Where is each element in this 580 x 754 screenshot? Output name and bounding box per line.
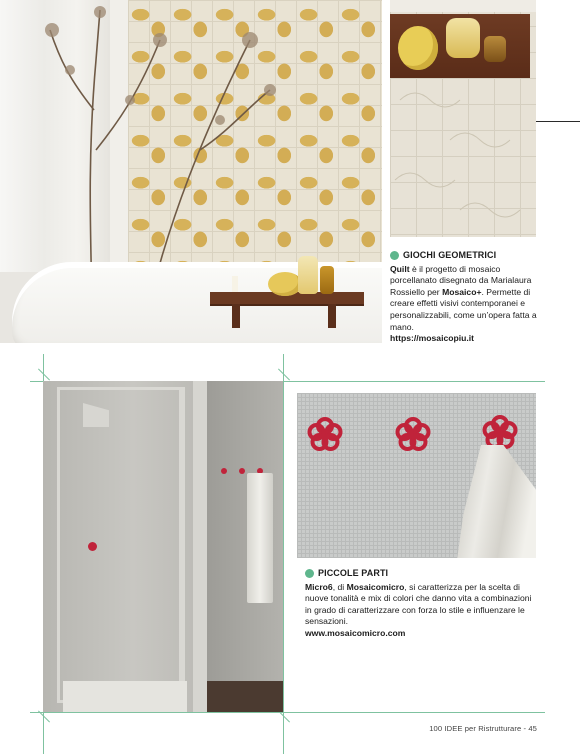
caption-title: GIOCHI GEOMETRICI xyxy=(403,250,497,260)
sponge xyxy=(398,26,438,70)
hanging-towel xyxy=(247,473,273,603)
glass-door-frame xyxy=(57,387,185,703)
photo-bathtub-quilt xyxy=(0,0,382,343)
crop-mark-horizontal xyxy=(30,712,545,713)
website-link[interactable]: https://mosaicopiu.it xyxy=(390,333,475,344)
caption-text: , di xyxy=(332,581,347,592)
brand-name: Mosaicomicro xyxy=(346,581,405,592)
red-hook xyxy=(239,468,245,474)
page-rule xyxy=(536,121,580,122)
crop-mark-vertical xyxy=(283,354,284,754)
caption-text: . Permette di creare effetti visivi contemporanei e personalizzabili, come un’opera fatta a mano. xyxy=(390,286,537,332)
bullet-dot-icon xyxy=(305,569,314,578)
crop-mark-diagonal xyxy=(38,368,50,380)
glass-bottle xyxy=(446,18,480,58)
caption-piccole-parti xyxy=(305,568,540,640)
dry-branches-illustration xyxy=(30,0,290,300)
shelf-leg xyxy=(232,304,240,328)
product-name: Micro6 xyxy=(305,581,333,592)
bullet-dot-icon xyxy=(390,251,399,260)
caption-heading xyxy=(305,568,540,580)
photo-tile-detail xyxy=(390,0,536,237)
product-name: Quilt xyxy=(390,263,410,274)
red-hook xyxy=(221,468,227,474)
photo-shower-micro6 xyxy=(43,381,283,712)
amber-jar xyxy=(484,36,506,62)
red-valve xyxy=(88,542,97,551)
wall-band xyxy=(390,0,536,12)
caption-body xyxy=(390,264,540,345)
shelf-leg xyxy=(328,304,336,328)
caption-title: PICCOLE PARTI xyxy=(318,568,389,578)
website-link[interactable]: www.mosaicomicro.com xyxy=(305,627,406,638)
caption-giochi-geometrici xyxy=(390,250,540,345)
amber-bottle xyxy=(320,266,334,294)
caption-text: è il progetto di mosaico porcellanato disegnato da Marialaura Rossiello per xyxy=(390,263,532,297)
wood-floor xyxy=(207,681,283,712)
page-footer: 100 IDEE per Ristrutturare - 45 xyxy=(429,724,537,733)
shower-base xyxy=(63,681,187,712)
caption-body xyxy=(305,582,540,640)
photo-mosaic-hooks xyxy=(297,393,536,558)
sponge xyxy=(268,272,302,296)
crop-mark-diagonal xyxy=(278,368,290,380)
caption-text: , si caratterizza per la scelta di nuove tonalità e mix di colori che danno vita a combinazioni in grado di caratterizzare con forza lo stile e influenzare le sensazioni. xyxy=(305,581,532,627)
wall-edge xyxy=(193,381,207,712)
candle xyxy=(232,276,238,292)
caption-heading xyxy=(390,250,540,262)
glass-bottle xyxy=(298,256,318,294)
quilt-pattern-lines xyxy=(390,80,536,237)
brand-name: Mosaico+ xyxy=(442,286,482,297)
